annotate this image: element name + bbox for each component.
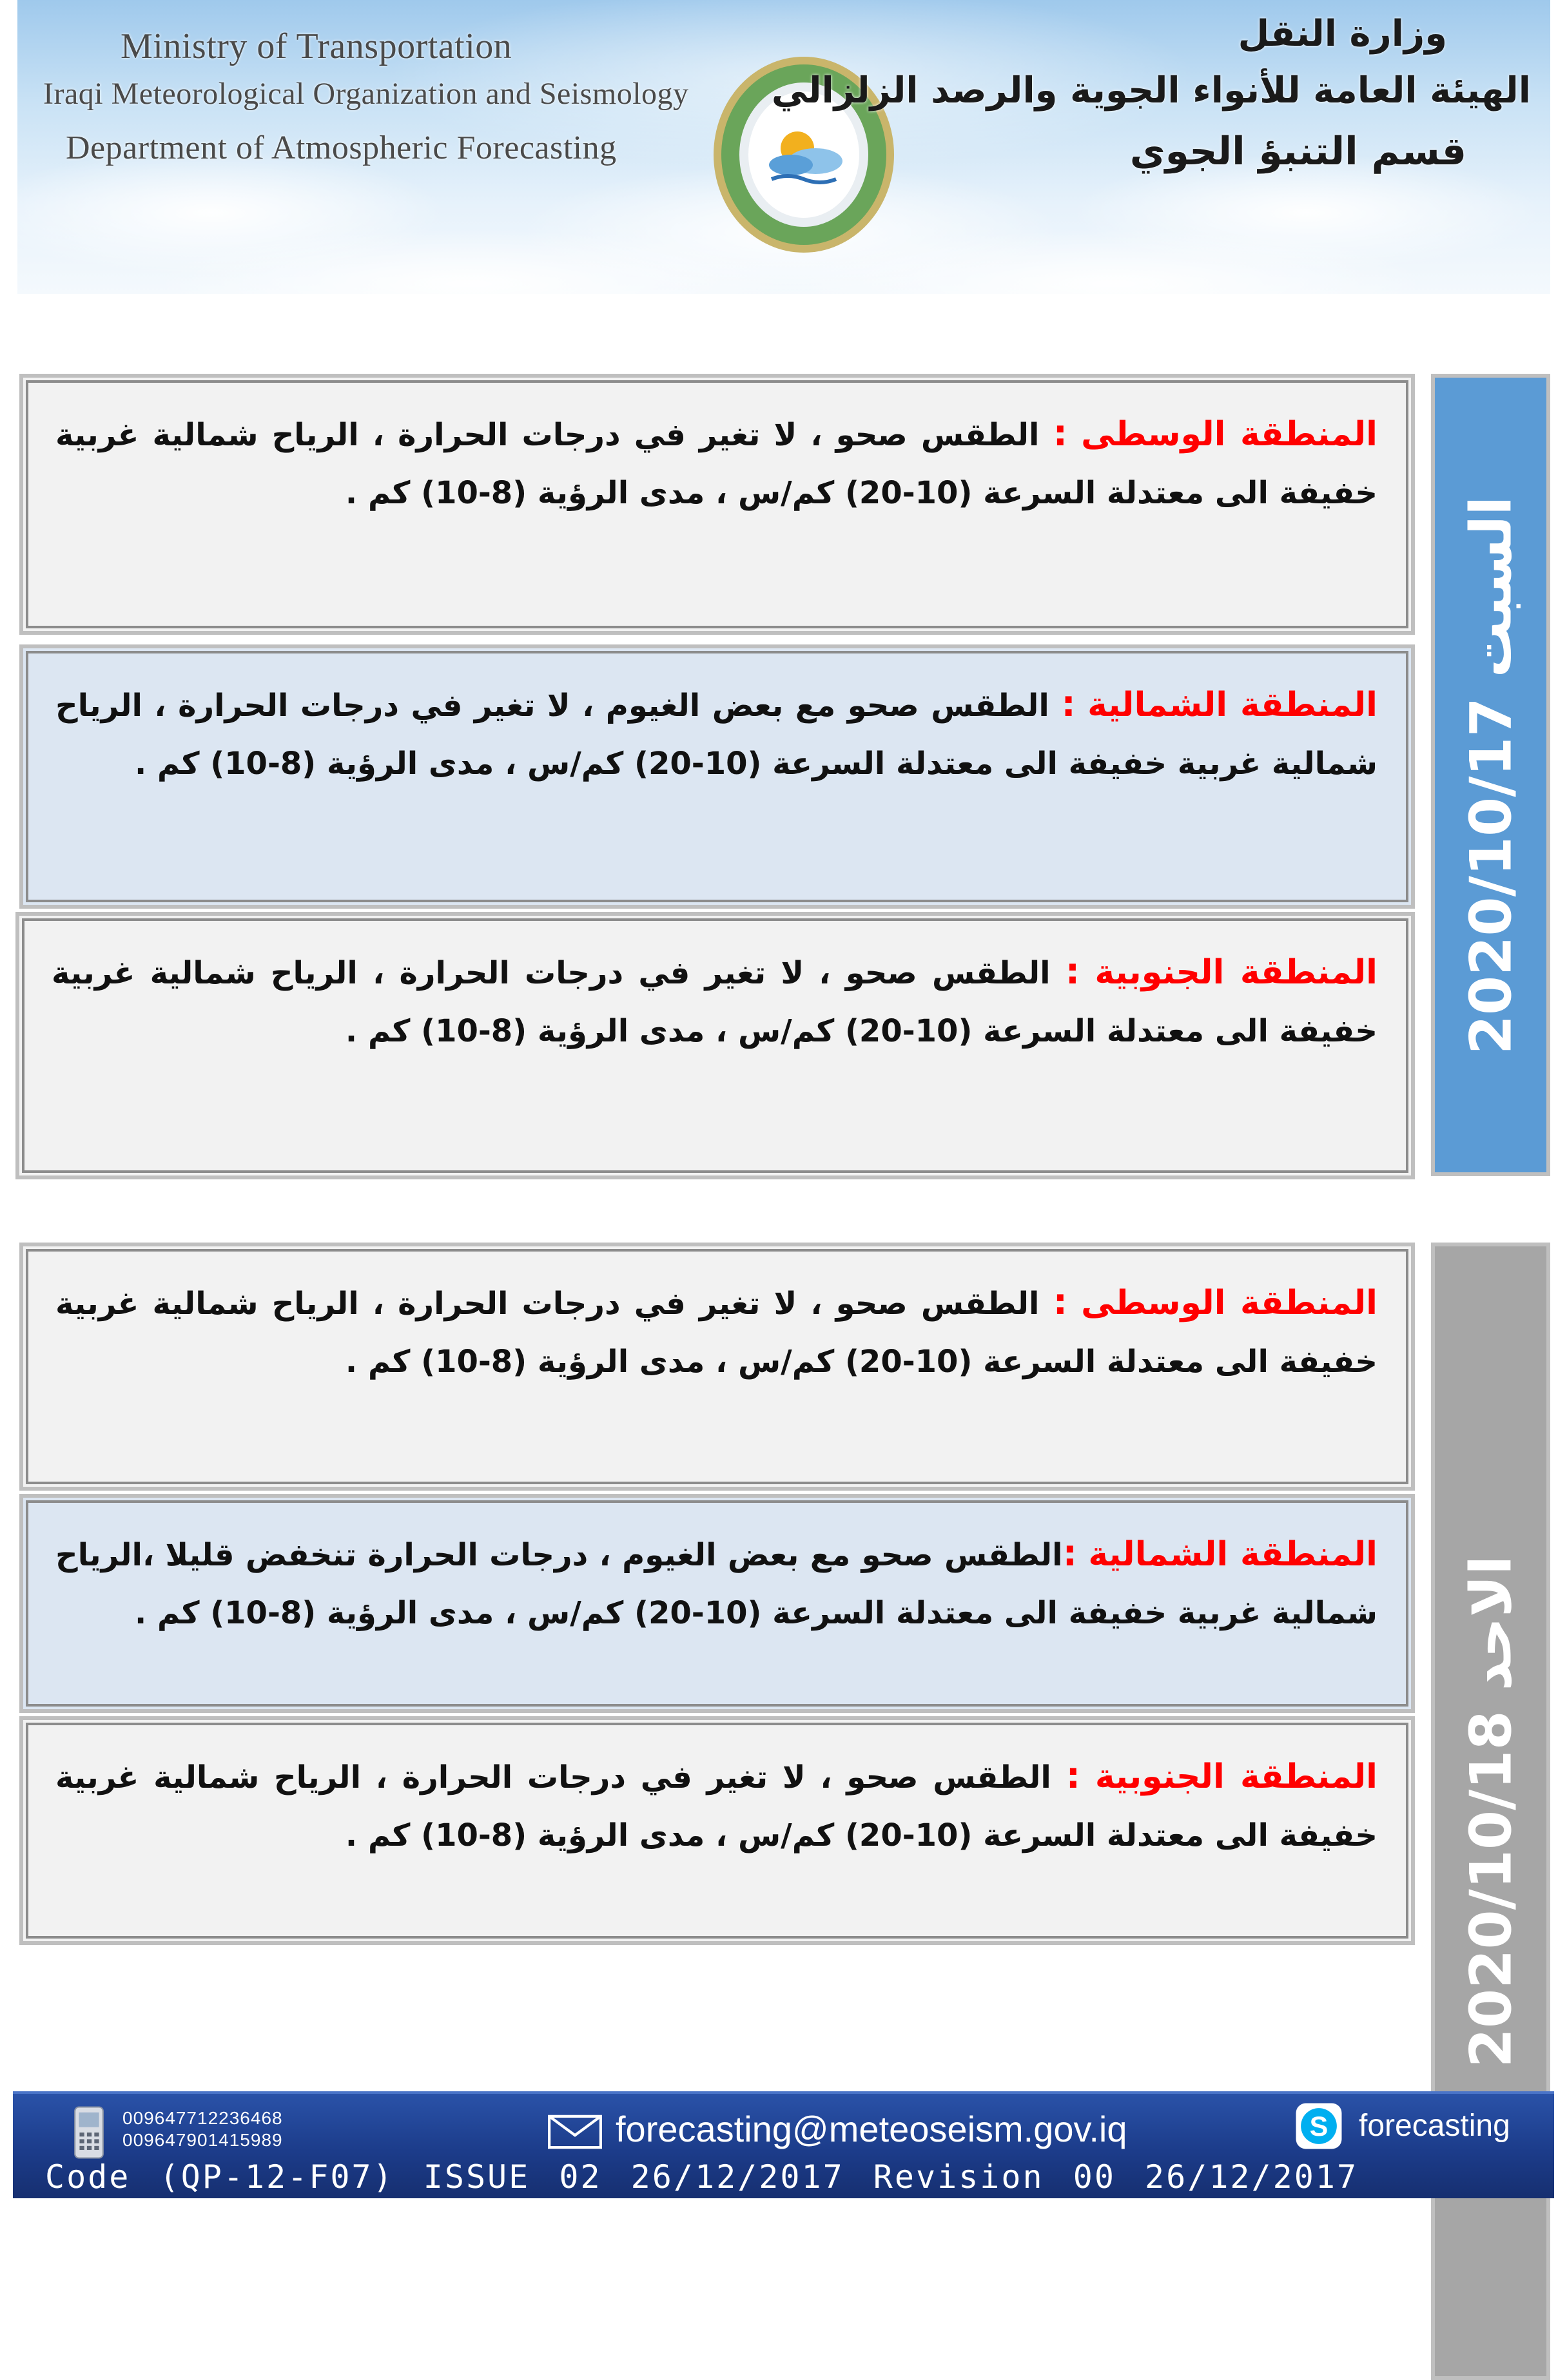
organization-name-en: Iraqi Meteorological Organization and Seismology	[43, 77, 689, 111]
header-banner	[17, 0, 1550, 294]
region-central-day1: المنطقة الوسطى : الطقس صحو ، لا تغير في درجات الحرارة ، الرياح شمالية غربية خفيفة الى معتدلة السرعة (10-20) كم/س ، مدى الرؤية (8-10) كم .	[19, 374, 1415, 635]
region-south-day2: المنطقة الجنوبية : الطقس صحو ، لا تغير في درجات الحرارة ، الرياح شمالية غربية خفيفة الى معتدلة السرعة (10-20) كم/س ، مدى الرؤية (8-10) كم .	[19, 1716, 1415, 1945]
organization-name-ar: الهيئة العامة للأنواء الجوية والرصد الزلزالي	[771, 70, 1531, 111]
region-forecast-text: الطقس صحو ، لا تغير في درجات الحرارة ، الرياح شمالية غربية خفيفة الى معتدلة السرعة (10-20) كم/س ، مدى الرؤية (8-10) كم .	[55, 417, 1377, 511]
day-name: السبت	[1457, 496, 1524, 678]
department-name-ar: قسم التنبؤ الجوي	[1129, 129, 1466, 174]
skype-icon	[1294, 2102, 1343, 2151]
region-south-day1: المنطقة الجنوبية : الطقس صحو ، لا تغير في درجات الحرارة ، الرياح شمالية غربية خفيفة الى معتدلة السرعة (10-20) كم/س ، مدى الرؤية (8-10) كم .	[15, 912, 1415, 1179]
region-forecast-text: الطقس صحو ، لا تغير في درجات الحرارة ، الرياح شمالية غربية خفيفة الى معتدلة السرعة (10-20) كم/س ، مدى الرؤية (8-10) كم .	[55, 1286, 1377, 1380]
region-name: المنطقة الشمالية	[1087, 686, 1378, 724]
region-north-day1: المنطقة الشمالية : الطقس صحو مع بعض الغيوم ، لا تغير في درجات الحرارة ، الرياح شمالية غربية خفيفة الى معتدلة السرعة (10-20) كم/س ، مدى الرؤية (8-10) كم .	[19, 644, 1415, 909]
day-date: 2020/10/17	[1457, 697, 1524, 1054]
department-name-en: Department of Atmospheric Forecasting	[66, 130, 617, 166]
envelope-icon	[548, 2114, 602, 2149]
region-name: المنطقة الشمالية	[1088, 1535, 1378, 1574]
day-tab-saturday	[1431, 374, 1550, 1176]
day-tab-sunday	[1431, 1243, 1550, 2380]
region-name: المنطقة الوسطى	[1081, 415, 1378, 454]
region-name: المنطقة الجنوبية	[1095, 1757, 1377, 1796]
region-north-day2: المنطقة الشمالية :الطقس صحو مع بعض الغيوم ، درجات الحرارة تنخفض قليلا ،الرياح شمالية غربية خفيفة الى معتدلة السرعة (10-20) كم/س ، مدى الرؤية (8-10) كم .	[19, 1494, 1415, 1713]
region-forecast-text: الطقس صحو ، لا تغير في درجات الحرارة ، الرياح شمالية غربية خفيفة الى معتدلة السرعة (10-20) كم/س ، مدى الرؤية (8-10) كم .	[55, 1759, 1377, 1853]
footer-bar	[13, 2091, 1554, 2198]
day-name: الاحد	[1457, 1555, 1524, 1691]
region-forecast-text: الطقس صحو مع بعض الغيوم ، درجات الحرارة تنخفض قليلا ،الرياح شمالية غربية خفيفة الى معتدلة السرعة (10-20) كم/س ، مدى الرؤية (8-10) كم .	[55, 1537, 1377, 1631]
ministry-name-ar: وزارة النقل	[1238, 13, 1447, 55]
region-forecast-text: الطقس صحو ، لا تغير في درجات الحرارة ، الرياح شمالية غربية خفيفة الى معتدلة السرعة (10-20) كم/س ، مدى الرؤية (8-10) كم .	[52, 955, 1377, 1049]
region-name: المنطقة الوسطى	[1081, 1284, 1378, 1322]
phone-number-2: 009647901415989	[122, 2130, 283, 2150]
mobile-phone-icon	[72, 2105, 106, 2160]
svg-text:S: S	[1309, 2111, 1329, 2143]
ministry-name-en: Ministry of Transportation	[121, 26, 512, 66]
region-forecast-text: الطقس صحو مع بعض الغيوم ، لا تغير في درجات الحرارة ، الرياح شمالية غربية خفيفة الى معتدلة السرعة (10-20) كم/س ، مدى الرؤية (8-10) كم .	[55, 688, 1377, 782]
region-central-day2: المنطقة الوسطى : الطقس صحو ، لا تغير في درجات الحرارة ، الرياح شمالية غربية خفيفة الى معتدلة السرعة (10-20) كم/س ، مدى الرؤية (8-10) كم .	[19, 1243, 1415, 1491]
document-code-line: Code (QP-12-F07) ISSUE 02 26/12/2017 Revision 00 26/12/2017	[45, 2158, 1359, 2196]
email-link[interactable]: forecasting@meteoseism.gov.iq	[616, 2109, 1127, 2149]
day-date: 2020/10/18	[1457, 1710, 1524, 2067]
phone-number-1: 009647712236468	[122, 2108, 283, 2128]
region-name: المنطقة الجنوبية	[1095, 953, 1377, 992]
skype-handle: forecasting	[1359, 2109, 1510, 2143]
